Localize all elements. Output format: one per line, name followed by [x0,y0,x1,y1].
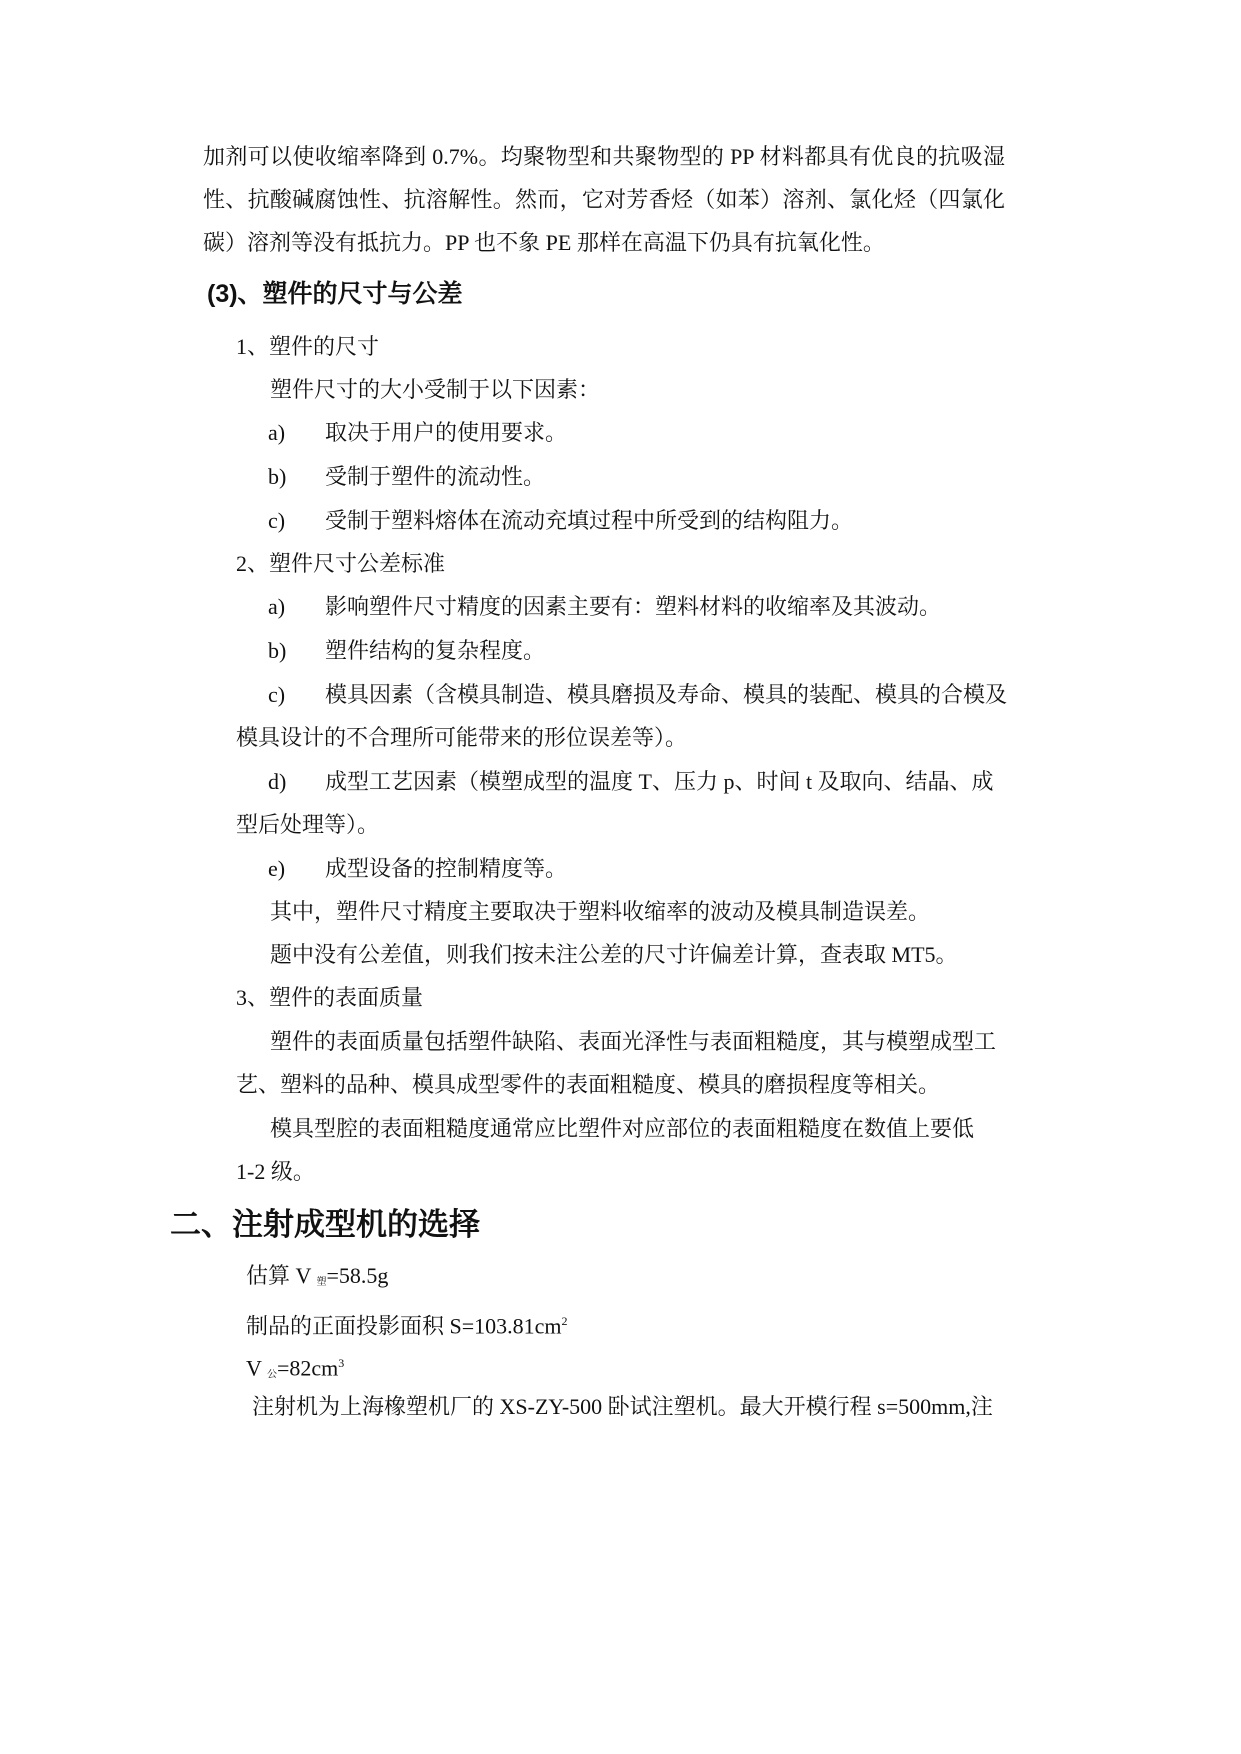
subscript: 塑 [316,1277,327,1288]
chapter-heading: 二、注射成型机的选择 [170,1207,480,1242]
formula-line [246,1261,388,1298]
paragraph-line: 塑件尺寸的大小受制于以下因素： [270,377,601,402]
paragraph-line: 注射机为上海橡塑机厂的 XS-ZY-500 卧试注塑机。最大开模行程 s=500mm,注 [252,1394,993,1419]
list-item: 受制于塑料熔体在流动充填过程中所受到的结构阻力。 [325,508,854,533]
list-label: e) [268,856,286,881]
formula-line [246,1348,344,1390]
superscript: 2 [561,1314,568,1328]
paragraph-line: 碳）溶剂等没有抵抗力。PP 也不象 PE 那样在高温下仍具有抗氧化性。 [203,230,885,255]
superscript: 3 [338,1356,345,1370]
list-item: 影响塑件尺寸精度的因素主要有：塑料材料的收缩率及其波动。 [325,594,942,619]
paragraph-line: 性、抗酸碱腐蚀性、抗溶解性。然而，它对芳香烃（如苯）溶剂、氯化烃（四氯化 [203,187,1005,212]
section-heading: (3)、塑件的尺寸与公差 [207,280,463,308]
list-item: 成型设备的控制精度等。 [325,856,568,881]
paragraph-line: 其中，塑件尺寸精度主要取决于塑料收缩率的波动及模具制造误差。 [270,899,931,924]
list-label: b) [268,638,287,663]
list-label: b) [268,464,287,489]
list-label: a) [268,420,286,445]
formula-text: =82cm [277,1355,339,1381]
list-label: c) [268,508,286,533]
list-item-continued: 型后处理等）。 [236,812,380,837]
subscript: 公 [267,1369,277,1381]
subsection-title: 1、塑件的尺寸 [236,334,380,359]
formula-text: 制品的正面投影面积 S=103.81cm [246,1313,562,1339]
formula-line [246,1306,568,1341]
paragraph-line: 加剂可以使收缩率降到 0.7%。均聚物型和共聚物型的 PP 材料都具有优良的抗吸湿 [203,144,1005,169]
list-item: 塑件结构的复杂程度。 [325,638,546,663]
formula-text: =58.5g [326,1263,389,1288]
list-item: 模具因素（含模具制造、模具磨损及寿命、模具的装配、模具的合模及 [325,682,1008,707]
list-item: 取决于用户的使用要求。 [325,420,568,445]
subsection-title: 3、塑件的表面质量 [236,985,424,1010]
paragraph-line: 艺、塑料的品种、模具成型零件的表面粗糙度、模具的磨损程度等相关。 [236,1072,941,1097]
list-label: d) [268,769,287,794]
list-label: a) [268,594,286,619]
list-label: c) [268,682,286,707]
list-item: 成型工艺因素（模塑成型的温度 T、压力 p、时间 t 及取向、结晶、成 [325,769,994,794]
paragraph-line: 塑件的表面质量包括塑件缺陷、表面光泽性与表面粗糙度，其与模塑成型工 [270,1029,997,1054]
subsection-title: 2、塑件尺寸公差标准 [236,551,446,576]
formula-text: 估算 V [246,1263,317,1288]
paragraph-line: 1-2 级。 [236,1159,315,1184]
paragraph-line: 模具型腔的表面粗糙度通常应比塑件对应部位的表面粗糙度在数值上要低 [270,1116,975,1141]
list-item: 受制于塑件的流动性。 [325,464,546,489]
paragraph-line: 题中没有公差值，则我们按未注公差的尺寸许偏差计算，查表取 MT5。 [270,942,958,967]
list-item-continued: 模具设计的不合理所可能带来的形位误差等）。 [236,725,688,750]
formula-text: V [246,1355,267,1381]
